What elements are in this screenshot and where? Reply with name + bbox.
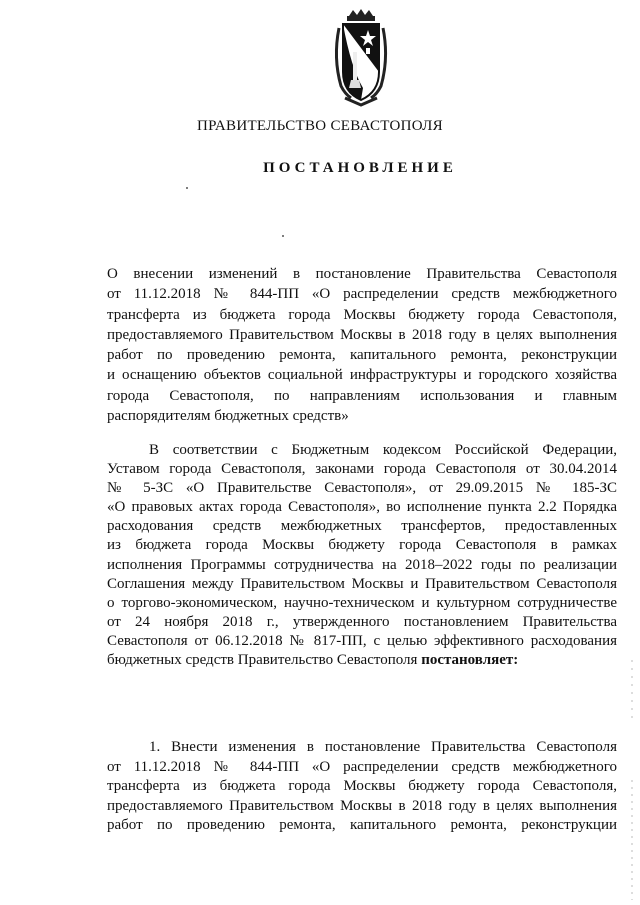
title-line: от 11.12.2018 № 844-ПП «О распределении средств межбюджетного xyxy=(107,286,617,303)
item-1-paragraph xyxy=(107,738,617,836)
title-line: и оснащению объектов социальной инфраструктуры и городского хозяйства xyxy=(107,367,617,384)
preamble-paragraph xyxy=(107,441,617,670)
preamble-line: В соответствии с Бюджетным кодексом Российской Федерации, xyxy=(149,442,617,458)
document-title xyxy=(107,264,617,426)
preamble-line: расходования средств межбюджетных трансфертов, предоставленных xyxy=(107,518,617,535)
title-line: предоставляемого Правительством Москвы в 2018 году в целях выполнения xyxy=(107,326,617,343)
organization-name: ПРАВИТЕЛЬСТВО СЕВАСТОПОЛЯ xyxy=(197,118,443,134)
preamble-last-text: бюджетных средств Правительство Севастополя xyxy=(107,652,422,669)
item-line: от 11.12.2018 № 844-ПП «О распределении средств межбюджетного xyxy=(107,758,617,775)
title-line: распорядителям бюджетных средств» xyxy=(107,408,349,425)
scan-speck xyxy=(282,235,284,237)
preamble-line: исполнения Программы сотрудничества на 2018–2022 годы по реализации xyxy=(107,556,617,573)
scan-margin-marks xyxy=(630,660,634,900)
item-line: работ по проведению ремонта, капитального ремонта, реконструкции xyxy=(107,817,617,834)
sevastopol-coat-of-arms-icon xyxy=(331,8,391,108)
preamble-line: о торгово-экономическом, научно-техническом и культурном сотрудничестве xyxy=(107,594,617,611)
item-line: 1. Внести изменения в постановление Правительства Севастополя xyxy=(149,739,617,755)
document-type-heading: ПОСТАНОВЛЕНИЕ xyxy=(263,160,457,176)
preamble-line: Севастополя от 06.12.2018 № 817-ПП, с целью эффективного расходования xyxy=(107,632,617,649)
preamble-line: от 24 ноября 2018 г., утвержденного постановлением Правительства xyxy=(107,613,617,630)
item-line: трансферта из бюджета города Москвы бюджету города Севастополя, xyxy=(107,778,617,795)
decree-keyword: постановляет: xyxy=(421,652,519,669)
title-line: трансферта из бюджета города Москвы бюджету города Севастополя, xyxy=(107,306,617,323)
item-line: предоставляемого Правительством Москвы в 2018 году в целях выполнения xyxy=(107,797,617,814)
preamble-line: «О правовых актах города Севастополя», во исполнение пункта 2.2 Порядка xyxy=(107,499,617,516)
preamble-line: из бюджета города Москвы бюджету города Севастополя в рамках xyxy=(107,537,617,554)
preamble-line: Уставом города Севастополя, законами города Севастополя от 30.04.2014 xyxy=(107,461,617,478)
scan-speck xyxy=(186,187,188,189)
preamble-line xyxy=(107,651,617,670)
preamble-line: Соглашения между Правительством Москвы и Правительством Севастополя xyxy=(107,575,617,592)
title-line: города Севастополя, по направлениям использования и главным xyxy=(107,387,617,404)
preamble-line: № 5-ЗС «О Правительстве Севастополя», от 29.09.2015 № 185-ЗС xyxy=(107,480,617,497)
title-line: работ по проведению ремонта, капитального ремонта, реконструкции xyxy=(107,347,617,364)
title-line: О внесении изменений в постановление Правительства Севастополя xyxy=(107,266,617,282)
